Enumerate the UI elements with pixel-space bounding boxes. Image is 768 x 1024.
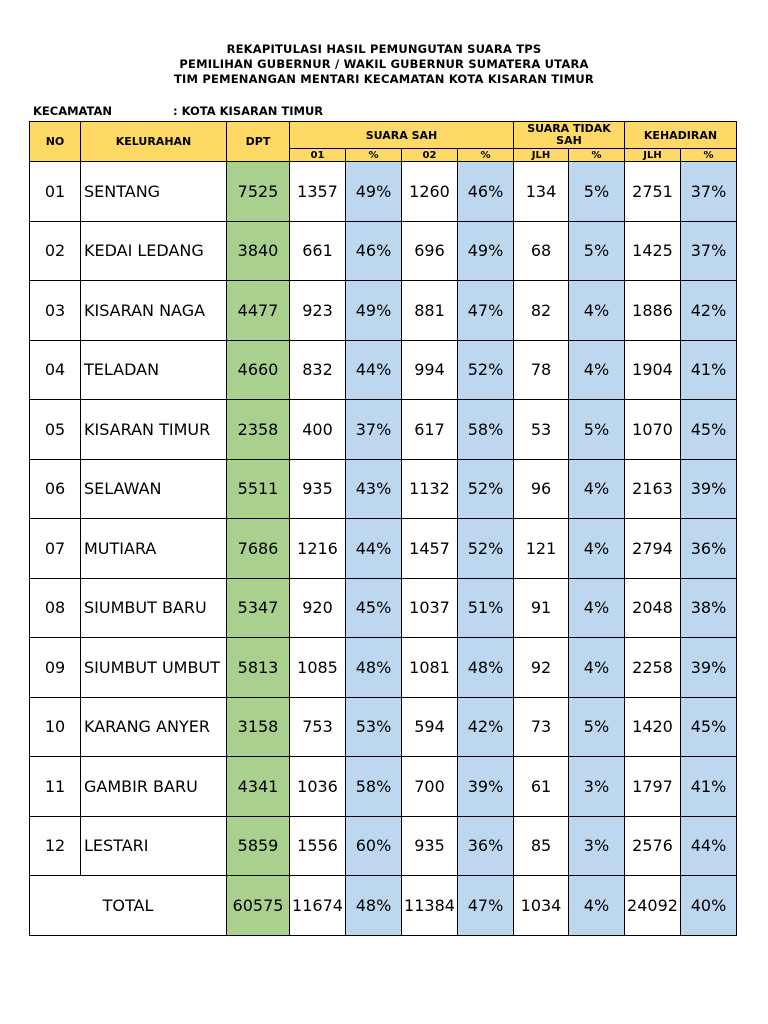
cell-persen-kehadiran: 45% — [681, 400, 737, 460]
cell-kelurahan: GAMBIR BARU — [81, 757, 227, 817]
cell-no: 01 — [30, 162, 81, 222]
cell-tidak-sah: 91 — [514, 578, 569, 638]
cell-no: 08 — [30, 578, 81, 638]
cell-persen-02: 42% — [458, 697, 514, 757]
cell-persen-kehadiran: 38% — [681, 578, 737, 638]
cell-suara-01: 1036 — [290, 757, 346, 817]
cell-persen-kehadiran: 42% — [681, 281, 737, 341]
total-dpt: 60575 — [227, 876, 290, 936]
cell-tidak-sah: 92 — [514, 638, 569, 698]
cell-kelurahan: MUTIARA — [81, 519, 227, 579]
cell-kelurahan: SENTANG — [81, 162, 227, 222]
cell-suara-02: 1037 — [402, 578, 458, 638]
cell-suara-02: 994 — [402, 340, 458, 400]
cell-dpt: 5347 — [227, 578, 290, 638]
cell-persen-01: 44% — [346, 340, 402, 400]
subheader: % — [681, 149, 737, 162]
cell-tidak-sah: 121 — [514, 519, 569, 579]
total-ts: 1034 — [514, 876, 569, 936]
cell-kelurahan: KARANG ANYER — [81, 697, 227, 757]
cell-persen-kehadiran: 36% — [681, 519, 737, 579]
cell-suara-01: 1216 — [290, 519, 346, 579]
cell-no: 06 — [30, 459, 81, 519]
cell-kehadiran: 1070 — [625, 400, 681, 460]
cell-persen-02: 58% — [458, 400, 514, 460]
cell-suara-02: 1081 — [402, 638, 458, 698]
header-kehadiran: KEHADIRAN — [625, 122, 737, 149]
cell-kelurahan: SIUMBUT UMBUT — [81, 638, 227, 698]
cell-tidak-sah: 85 — [514, 816, 569, 876]
cell-suara-01: 400 — [290, 400, 346, 460]
cell-persen-02: 52% — [458, 459, 514, 519]
table-row — [30, 697, 737, 757]
cell-persen-kehadiran: 44% — [681, 816, 737, 876]
kecamatan-line — [33, 104, 323, 118]
title-line-3: TIM PEMENANGAN MENTARI KECAMATAN KOTA KISARAN TIMUR — [174, 72, 594, 86]
cell-persen-02: 49% — [458, 221, 514, 281]
cell-suara-01: 753 — [290, 697, 346, 757]
cell-kehadiran: 1904 — [625, 340, 681, 400]
cell-dpt: 4341 — [227, 757, 290, 817]
table-row — [30, 340, 737, 400]
kecamatan-value: : KOTA KISARAN TIMUR — [173, 104, 324, 118]
cell-dpt: 5813 — [227, 638, 290, 698]
total-label: TOTAL — [30, 876, 227, 936]
cell-persen-kehadiran: 39% — [681, 459, 737, 519]
cell-persen-01: 53% — [346, 697, 402, 757]
cell-tidak-sah: 96 — [514, 459, 569, 519]
cell-no: 03 — [30, 281, 81, 341]
cell-tidak-sah: 61 — [514, 757, 569, 817]
cell-no: 10 — [30, 697, 81, 757]
cell-kehadiran: 1425 — [625, 221, 681, 281]
cell-no: 09 — [30, 638, 81, 698]
cell-no: 11 — [30, 757, 81, 817]
title-line-1: REKAPITULASI HASIL PEMUNGUTAN SUARA TPS — [226, 42, 542, 56]
cell-kehadiran: 2258 — [625, 638, 681, 698]
cell-persen-02: 51% — [458, 578, 514, 638]
cell-persen-tidak-sah: 4% — [569, 578, 625, 638]
cell-suara-02: 700 — [402, 757, 458, 817]
cell-suara-02: 881 — [402, 281, 458, 341]
cell-kehadiran: 2751 — [625, 162, 681, 222]
cell-dpt: 5511 — [227, 459, 290, 519]
cell-persen-tidak-sah: 3% — [569, 816, 625, 876]
subheader: % — [569, 149, 625, 162]
total-p1: 48% — [346, 876, 402, 936]
cell-suara-01: 661 — [290, 221, 346, 281]
cell-persen-kehadiran: 41% — [681, 340, 737, 400]
subheader: JLH — [514, 149, 569, 162]
title-line-2: PEMILIHAN GUBERNUR / WAKIL GUBERNUR SUMATERA UTARA — [179, 57, 589, 71]
cell-no: 05 — [30, 400, 81, 460]
subheader: JLH — [625, 149, 681, 162]
cell-persen-01: 44% — [346, 519, 402, 579]
cell-persen-02: 36% — [458, 816, 514, 876]
cell-persen-tidak-sah: 5% — [569, 162, 625, 222]
report-titles — [0, 42, 768, 87]
cell-suara-02: 696 — [402, 221, 458, 281]
cell-kelurahan: SIUMBUT BARU — [81, 578, 227, 638]
table-row — [30, 757, 737, 817]
table-row — [30, 221, 737, 281]
cell-kehadiran: 1797 — [625, 757, 681, 817]
cell-persen-02: 52% — [458, 340, 514, 400]
cell-persen-tidak-sah: 4% — [569, 340, 625, 400]
table-row — [30, 281, 737, 341]
cell-persen-02: 47% — [458, 281, 514, 341]
cell-persen-kehadiran: 41% — [681, 757, 737, 817]
kecamatan-label: KECAMATAN — [33, 104, 113, 118]
cell-suara-01: 1085 — [290, 638, 346, 698]
cell-dpt: 5859 — [227, 816, 290, 876]
cell-kelurahan: KISARAN NAGA — [81, 281, 227, 341]
cell-tidak-sah: 134 — [514, 162, 569, 222]
cell-persen-tidak-sah: 5% — [569, 697, 625, 757]
table-row — [30, 816, 737, 876]
total-c2: 11384 — [402, 876, 458, 936]
subheader: % — [458, 149, 514, 162]
cell-persen-tidak-sah: 4% — [569, 281, 625, 341]
cell-kelurahan: LESTARI — [81, 816, 227, 876]
cell-persen-01: 43% — [346, 459, 402, 519]
cell-dpt: 7525 — [227, 162, 290, 222]
table-row — [30, 519, 737, 579]
cell-kelurahan: KISARAN TIMUR — [81, 400, 227, 460]
cell-no: 12 — [30, 816, 81, 876]
cell-persen-01: 60% — [346, 816, 402, 876]
total-hadir: 24092 — [625, 876, 681, 936]
cell-suara-01: 1556 — [290, 816, 346, 876]
cell-persen-01: 45% — [346, 578, 402, 638]
cell-persen-kehadiran: 45% — [681, 697, 737, 757]
total-p2: 47% — [458, 876, 514, 936]
cell-persen-tidak-sah: 5% — [569, 221, 625, 281]
cell-persen-kehadiran: 37% — [681, 221, 737, 281]
cell-tidak-sah: 53 — [514, 400, 569, 460]
header-suara-tidak-sah: SUARA TIDAK SAH — [514, 122, 625, 149]
cell-kelurahan: SELAWAN — [81, 459, 227, 519]
cell-persen-02: 52% — [458, 519, 514, 579]
total-ph: 40% — [681, 876, 737, 936]
table-body — [30, 162, 737, 936]
cell-tidak-sah: 68 — [514, 221, 569, 281]
total-row — [30, 876, 737, 936]
cell-persen-01: 58% — [346, 757, 402, 817]
cell-persen-tidak-sah: 3% — [569, 757, 625, 817]
cell-dpt: 4660 — [227, 340, 290, 400]
header-kelurahan: KELURAHAN — [81, 122, 227, 162]
cell-no: 04 — [30, 340, 81, 400]
table-row — [30, 400, 737, 460]
table-row — [30, 578, 737, 638]
cell-persen-02: 46% — [458, 162, 514, 222]
cell-persen-01: 49% — [346, 162, 402, 222]
header-no: NO — [30, 122, 81, 162]
cell-suara-01: 935 — [290, 459, 346, 519]
cell-kehadiran: 2576 — [625, 816, 681, 876]
cell-persen-01: 37% — [346, 400, 402, 460]
cell-persen-01: 49% — [346, 281, 402, 341]
subheader: 01 — [290, 149, 346, 162]
cell-suara-01: 1357 — [290, 162, 346, 222]
cell-no: 02 — [30, 221, 81, 281]
cell-suara-02: 617 — [402, 400, 458, 460]
cell-kehadiran: 2048 — [625, 578, 681, 638]
cell-persen-01: 48% — [346, 638, 402, 698]
table-row — [30, 162, 737, 222]
cell-suara-02: 935 — [402, 816, 458, 876]
cell-kehadiran: 2163 — [625, 459, 681, 519]
cell-persen-02: 39% — [458, 757, 514, 817]
cell-no: 07 — [30, 519, 81, 579]
cell-suara-02: 594 — [402, 697, 458, 757]
cell-suara-01: 923 — [290, 281, 346, 341]
cell-tidak-sah: 78 — [514, 340, 569, 400]
cell-suara-01: 920 — [290, 578, 346, 638]
cell-persen-tidak-sah: 4% — [569, 459, 625, 519]
subheader: % — [346, 149, 402, 162]
header-suara-sah: SUARA SAH — [290, 122, 514, 149]
cell-persen-02: 48% — [458, 638, 514, 698]
cell-kelurahan: TELADAN — [81, 340, 227, 400]
cell-suara-02: 1132 — [402, 459, 458, 519]
cell-kehadiran: 1886 — [625, 281, 681, 341]
cell-persen-kehadiran: 37% — [681, 162, 737, 222]
subheader: 02 — [402, 149, 458, 162]
cell-kelurahan: KEDAI LEDANG — [81, 221, 227, 281]
cell-suara-01: 832 — [290, 340, 346, 400]
cell-dpt: 7686 — [227, 519, 290, 579]
cell-persen-tidak-sah: 4% — [569, 638, 625, 698]
recap-table — [29, 121, 737, 936]
total-pts: 4% — [569, 876, 625, 936]
cell-tidak-sah: 82 — [514, 281, 569, 341]
cell-kehadiran: 2794 — [625, 519, 681, 579]
total-c1: 11674 — [290, 876, 346, 936]
cell-tidak-sah: 73 — [514, 697, 569, 757]
cell-persen-tidak-sah: 5% — [569, 400, 625, 460]
table-row — [30, 638, 737, 698]
cell-suara-02: 1457 — [402, 519, 458, 579]
header-dpt: DPT — [227, 122, 290, 162]
cell-dpt: 3840 — [227, 221, 290, 281]
table-row — [30, 459, 737, 519]
cell-kehadiran: 1420 — [625, 697, 681, 757]
cell-dpt: 2358 — [227, 400, 290, 460]
cell-persen-01: 46% — [346, 221, 402, 281]
cell-dpt: 3158 — [227, 697, 290, 757]
cell-dpt: 4477 — [227, 281, 290, 341]
cell-suara-02: 1260 — [402, 162, 458, 222]
cell-persen-tidak-sah: 4% — [569, 519, 625, 579]
cell-persen-kehadiran: 39% — [681, 638, 737, 698]
